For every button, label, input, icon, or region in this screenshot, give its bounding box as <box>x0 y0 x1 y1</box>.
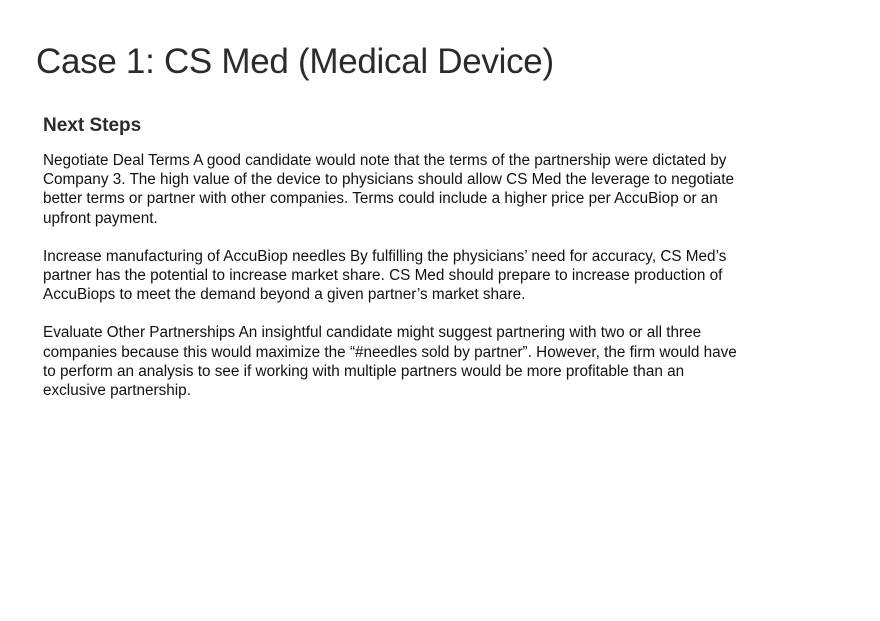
next-steps-list <box>43 151 743 419</box>
slide-title: Case 1: CS Med (Medical Device) <box>36 42 554 81</box>
step-negotiate-deal-terms: Negotiate Deal Terms A good candidate would note that the terms of the partnership were dictated by Company 3. The high value of the device to physicians should allow CS Med the leverage to negotiate better terms or partner with other companies. Terms could include a higher price per AccuBiop or an upfront payment. <box>43 152 735 227</box>
step-evaluate-partnerships: Evaluate Other Partnerships An insightful candidate might suggest partnering with two or all three companies because this would maximize the “#needles sold by partner”. However, the firm would have to perform an analysis to see if working with multiple partners would be more profitable than an exclusive partnership. <box>43 324 737 400</box>
section-heading: Next Steps <box>43 115 142 136</box>
step-increase-manufacturing: Increase manufacturing of AccuBiop needles By fulfilling the physicians’ need for accuracy, CS Med’s partner has the potential to increase market share. CS Med should prepare to increase production of AccuBiops to meet the demand beyond a given partner’s market share. <box>43 247 727 304</box>
